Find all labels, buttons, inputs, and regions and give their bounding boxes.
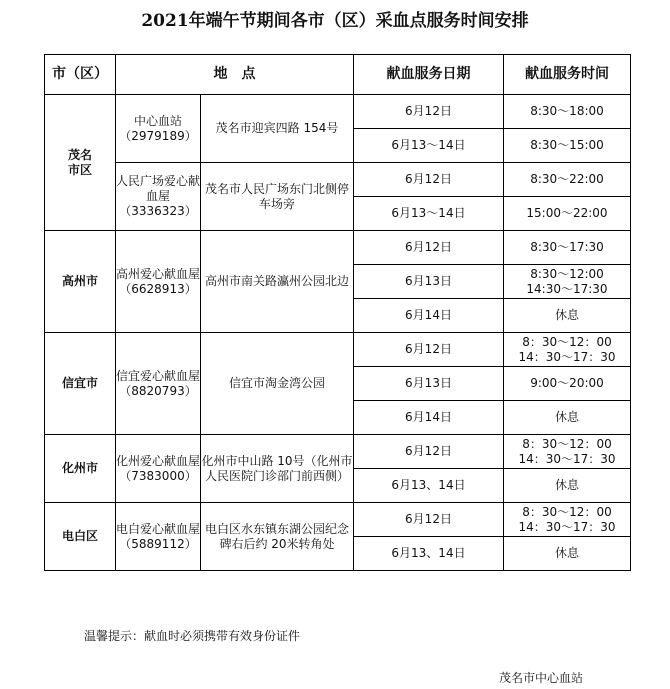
address-cell: 化州市中山路 10号（化州市人民医院门诊部门前西侧） xyxy=(201,435,354,503)
city-cell: 电白区 xyxy=(45,503,116,571)
time-cell: 8:30～17:30 xyxy=(504,231,631,265)
city-cell: 茂名 市区 xyxy=(45,95,116,231)
site-phone: （5889112） xyxy=(119,536,197,551)
site-phone: （7383000） xyxy=(119,468,197,483)
date-cell: 6月14日 xyxy=(354,299,504,333)
site-name: 中心血站 xyxy=(133,113,182,128)
site-cell xyxy=(116,435,201,503)
page-title: 2021年端午节期间各市（区）采血点服务时间安排 xyxy=(141,11,529,31)
date-cell: 6月13～14日 xyxy=(354,129,504,163)
date-cell: 6月14日 xyxy=(354,401,504,435)
city-cell: 高州市 xyxy=(45,231,116,333)
site-phone: （6628913） xyxy=(119,281,197,296)
address-cell: 高州市南关路瀛州公园北边 xyxy=(201,231,354,333)
header-city: 市（区） xyxy=(45,55,116,95)
site-cell xyxy=(116,95,201,163)
site-name: 信宜爱心献血屋 xyxy=(116,368,201,383)
date-cell: 6月12日 xyxy=(354,333,504,367)
time-cell: 8:30～18:00 xyxy=(504,95,631,129)
date-cell: 6月13日 xyxy=(354,265,504,299)
table-row xyxy=(45,231,631,265)
date-cell: 6月13、14日 xyxy=(354,469,504,503)
address-cell: 电白区水东镇东湖公园纪念碑右后约 20米转角处 xyxy=(201,503,354,571)
time-cell: 8：30～12：00 14：30～17：30 xyxy=(504,503,631,537)
schedule-body xyxy=(45,95,631,571)
site-cell xyxy=(116,503,201,571)
time-cell: 9:00～20:00 xyxy=(504,367,631,401)
time-cell: 8:30～22:00 xyxy=(504,163,631,197)
time-cell: 休息 xyxy=(504,537,631,571)
site-cell xyxy=(116,333,201,435)
site-name: 化州爱心献血屋 xyxy=(116,453,201,468)
city-cell: 化州市 xyxy=(45,435,116,503)
header-row xyxy=(45,55,631,95)
date-cell: 6月12日 xyxy=(354,163,504,197)
city-cell: 信宜市 xyxy=(45,333,116,435)
address-cell: 信宜市淘金湾公园 xyxy=(201,333,354,435)
reminder-note: 温馨提示：献血时必须携带有效身份证件 xyxy=(84,629,301,643)
address-cell: 茂名市人民广场东门北侧停车场旁 xyxy=(201,163,354,231)
site-name: 高州爱心献血屋 xyxy=(116,266,201,281)
header-time: 献血服务时间 xyxy=(504,55,631,95)
time-cell: 8:30～12:00 14:30～17:30 xyxy=(504,265,631,299)
site-cell xyxy=(116,231,201,333)
table-row xyxy=(45,435,631,469)
date-cell: 6月12日 xyxy=(354,503,504,537)
date-cell: 6月13～14日 xyxy=(354,197,504,231)
date-cell: 6月12日 xyxy=(354,95,504,129)
header-location: 地 点 xyxy=(116,55,354,95)
site-name: 电白爱心献血屋 xyxy=(116,521,201,536)
table-row xyxy=(45,163,631,197)
time-cell: 8:30～15:00 xyxy=(504,129,631,163)
site-phone: （8820793） xyxy=(119,383,197,398)
date-cell: 6月12日 xyxy=(354,435,504,469)
time-cell: 休息 xyxy=(504,401,631,435)
table-row xyxy=(45,333,631,367)
address-cell: 茂名市迎宾四路 154号 xyxy=(201,95,354,163)
site-phone: （2979189） xyxy=(119,128,197,143)
time-cell: 8：30～12：00 14：30～17：30 xyxy=(504,333,631,367)
header-date: 献血服务日期 xyxy=(354,55,504,95)
schedule-table xyxy=(44,54,631,571)
site-name: 人民广场爱心献血屋 xyxy=(116,174,201,203)
table-row xyxy=(45,503,631,537)
signature: 茂名市中心血站 xyxy=(499,671,584,685)
time-cell: 休息 xyxy=(504,299,631,333)
date-cell: 6月12日 xyxy=(354,231,504,265)
site-phone: （3336323） xyxy=(119,204,197,218)
table-row xyxy=(45,95,631,129)
time-cell: 8：30～12：00 14：30～17：30 xyxy=(504,435,631,469)
time-cell: 休息 xyxy=(504,469,631,503)
time-cell: 15:00～22:00 xyxy=(504,197,631,231)
date-cell: 6月13日 xyxy=(354,367,504,401)
site-cell xyxy=(116,163,201,231)
date-cell: 6月13、14日 xyxy=(354,537,504,571)
